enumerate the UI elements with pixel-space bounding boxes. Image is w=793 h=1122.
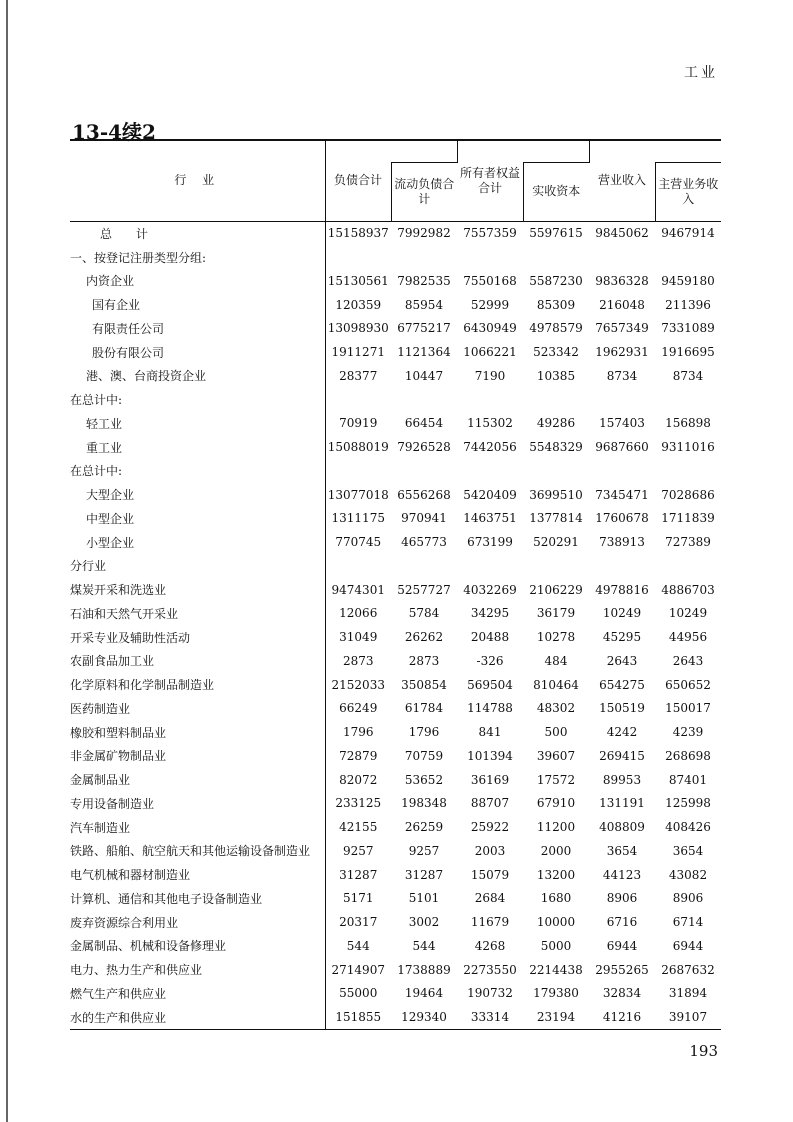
- row-label: 国有企业: [70, 293, 325, 317]
- cell-value: 31287: [404, 867, 444, 882]
- cell-value: 1680: [540, 891, 572, 906]
- row-label: 轻工业: [70, 412, 325, 436]
- cell-value: 70759: [404, 748, 444, 763]
- row-label: 橡胶和塑料制品业: [70, 720, 325, 744]
- cell-value: 45295: [602, 630, 642, 645]
- row-label: 计算机、通信和其他电子设备制造业: [70, 887, 325, 911]
- table-row: [70, 744, 721, 768]
- table-row: [70, 720, 721, 744]
- cell-value: 6556268: [397, 487, 451, 502]
- cell-value: [325, 459, 391, 483]
- table-row: [70, 982, 721, 1006]
- cell-value: 190732: [467, 986, 513, 1001]
- cell-value: 7442056: [463, 440, 517, 455]
- cell-value: 484: [544, 653, 568, 668]
- cell-value: [655, 554, 721, 578]
- cell-value: 1463751: [463, 511, 517, 526]
- cell-value: 10278: [536, 630, 576, 645]
- cell-value: 1121364: [397, 345, 451, 360]
- cell-value: 4239: [672, 725, 704, 740]
- cell-value: [391, 554, 457, 578]
- cell-value: 3654: [606, 843, 638, 858]
- row-label: 铁路、船舶、航空航天和其他运输设备制造业: [70, 839, 325, 863]
- row-label: 煤炭开采和洗选业: [70, 578, 325, 602]
- cell-value: 66454: [404, 416, 444, 431]
- cell-value: 5420409: [463, 487, 517, 502]
- cell-value: 2714907: [331, 962, 385, 977]
- cell-value: 569504: [467, 677, 513, 692]
- cell-value: 17572: [536, 772, 576, 787]
- cell-value: 89953: [602, 772, 642, 787]
- cell-value: 101394: [467, 748, 513, 763]
- table-row: [70, 792, 721, 816]
- table-row: [70, 958, 721, 982]
- table-row: [70, 863, 721, 887]
- cell-value: 179380: [533, 986, 579, 1001]
- cell-value: 9474301: [331, 582, 385, 597]
- table-row: [70, 459, 721, 483]
- cell-value: 66249: [339, 701, 378, 716]
- cell-value: 7028686: [661, 487, 715, 502]
- cell-value: 129340: [391, 1005, 457, 1029]
- cell-value: 7982535: [397, 273, 451, 288]
- header-spacer-3: [655, 140, 721, 162]
- cell-value: 10249: [668, 606, 708, 621]
- header-main-business-revenue: 主营业务收入: [655, 162, 721, 221]
- row-label: 电力、热力生产和供应业: [70, 958, 325, 982]
- cell-value: 13077018: [327, 487, 389, 502]
- cell-value: 131191: [599, 796, 645, 811]
- cell-value: 6716: [606, 915, 638, 930]
- cell-value: 4242: [606, 725, 638, 740]
- cell-value: 9459180: [661, 273, 715, 288]
- cell-value: 10000: [536, 915, 576, 930]
- cell-value: 12066: [339, 606, 378, 621]
- row-label: 汽车制造业: [70, 815, 325, 839]
- header-current-liabilities: 流动负债合计: [391, 162, 457, 221]
- cell-value: [391, 388, 457, 412]
- cell-value: 5171: [342, 891, 374, 906]
- row-label: 电气机械和器材制造业: [70, 863, 325, 887]
- cell-value: 31287: [339, 867, 378, 882]
- cell-value: 1796: [408, 725, 440, 740]
- cell-value: 9845062: [595, 226, 649, 241]
- table-row: [70, 554, 721, 578]
- table-row: [70, 768, 721, 792]
- cell-value: 36179: [536, 606, 576, 621]
- cell-value: 48302: [536, 701, 576, 716]
- table-row: [70, 388, 721, 412]
- row-label: 分行业: [70, 554, 325, 578]
- header-total-liabilities: 负债合计: [325, 140, 391, 221]
- cell-value: 23194: [523, 1005, 589, 1029]
- cell-value: [457, 388, 523, 412]
- cell-value: 2000: [540, 843, 572, 858]
- cell-value: 4268: [474, 938, 506, 953]
- cell-value: [457, 245, 523, 269]
- cell-value: 151855: [325, 1005, 391, 1029]
- cell-value: 6944: [606, 938, 638, 953]
- row-label: 总 计: [70, 221, 325, 245]
- cell-value: [523, 554, 589, 578]
- statistics-table: [70, 139, 721, 1030]
- table-row: [70, 602, 721, 626]
- row-label: 开采专业及辅助性活动: [70, 625, 325, 649]
- cell-value: 408426: [665, 820, 711, 835]
- cell-value: 10447: [404, 368, 444, 383]
- cell-value: 2003: [474, 843, 506, 858]
- cell-value: 216048: [599, 297, 645, 312]
- cell-value: 25922: [470, 820, 510, 835]
- cell-value: [589, 388, 655, 412]
- table-row: [70, 673, 721, 697]
- page-number: 193: [689, 1042, 718, 1060]
- cell-value: 770745: [335, 535, 382, 550]
- cell-value: 1760678: [595, 511, 649, 526]
- cell-value: 3699510: [529, 487, 583, 502]
- cell-value: 7550168: [463, 273, 517, 288]
- cell-value: 52999: [470, 297, 510, 312]
- cell-value: 9311016: [661, 440, 715, 455]
- table-row: [70, 245, 721, 269]
- cell-value: 8734: [606, 368, 638, 383]
- cell-value: 520291: [533, 535, 579, 550]
- cell-value: 19464: [404, 986, 444, 1001]
- cell-value: 654275: [599, 677, 645, 692]
- cell-value: 10385: [536, 368, 576, 383]
- cell-value: 6775217: [397, 321, 451, 336]
- cell-value: 5548329: [529, 440, 583, 455]
- cell-value: [589, 245, 655, 269]
- cell-value: 544: [346, 938, 370, 953]
- cell-value: 156898: [665, 416, 711, 431]
- row-label: 金属制品业: [70, 768, 325, 792]
- row-label: 专用设备制造业: [70, 792, 325, 816]
- cell-value: 738913: [599, 535, 645, 550]
- row-label: 一、按登记注册类型分组:: [70, 245, 325, 269]
- cell-value: 4978816: [595, 582, 649, 597]
- cell-value: 15079: [470, 867, 510, 882]
- cell-value: 673199: [467, 535, 513, 550]
- cell-value: [325, 388, 391, 412]
- table-row: [70, 269, 721, 293]
- table-row: [70, 507, 721, 531]
- header-spacer-2: [523, 140, 589, 162]
- cell-value: 15158937: [327, 226, 389, 241]
- cell-value: [655, 245, 721, 269]
- row-label: 小型企业: [70, 530, 325, 554]
- cell-value: 6944: [672, 938, 704, 953]
- cell-value: 9257: [408, 843, 440, 858]
- cell-value: 9467914: [661, 226, 715, 241]
- cell-value: 4032269: [463, 582, 517, 597]
- cell-value: 5587230: [529, 273, 583, 288]
- table-row: [70, 697, 721, 721]
- table-row: [70, 435, 721, 459]
- cell-value: 82072: [339, 772, 378, 787]
- cell-value: 465773: [401, 535, 447, 550]
- cell-value: 1962931: [595, 345, 649, 360]
- row-label: 股份有限公司: [70, 340, 325, 364]
- table-row: [70, 317, 721, 341]
- cell-value: 2873: [408, 653, 440, 668]
- cell-value: [523, 388, 589, 412]
- row-label: 内资企业: [70, 269, 325, 293]
- cell-value: 500: [544, 725, 568, 740]
- row-label: 在总计中:: [70, 459, 325, 483]
- row-label: 石油和天然气开采业: [70, 602, 325, 626]
- row-label: 农副食品加工业: [70, 649, 325, 673]
- cell-value: 72879: [339, 748, 378, 763]
- header-operating-revenue: 营业收入: [589, 140, 655, 221]
- table-row: [70, 340, 721, 364]
- cell-value: [457, 554, 523, 578]
- row-label: 有限责任公司: [70, 317, 325, 341]
- cell-value: 233125: [335, 796, 382, 811]
- cell-value: -326: [476, 653, 504, 668]
- cell-value: 32834: [602, 986, 642, 1001]
- cell-value: 544: [412, 938, 436, 953]
- cell-value: 11679: [470, 915, 510, 930]
- row-label: 燃气生产和供应业: [70, 982, 325, 1006]
- header-paid-in-capital: 实收资本: [523, 162, 589, 221]
- cell-value: 114788: [467, 701, 513, 716]
- cell-value: 13098930: [327, 321, 389, 336]
- cell-value: 39107: [655, 1005, 721, 1029]
- cell-value: 198348: [401, 796, 447, 811]
- cell-value: 10249: [602, 606, 642, 621]
- table-row: [70, 412, 721, 436]
- cell-value: 44123: [602, 867, 642, 882]
- header-spacer-1: [391, 140, 457, 162]
- cell-value: 7331089: [661, 321, 715, 336]
- cell-value: 70919: [339, 416, 378, 431]
- cell-value: 55000: [339, 986, 378, 1001]
- cell-value: [325, 554, 391, 578]
- cell-value: 88707: [470, 796, 510, 811]
- cell-value: 6430949: [463, 321, 517, 336]
- table-row: [70, 293, 721, 317]
- table-row: [70, 625, 721, 649]
- table-body: [70, 221, 721, 1030]
- cell-value: 1066221: [463, 345, 517, 360]
- cell-value: 41216: [589, 1005, 655, 1029]
- cell-value: 9836328: [595, 273, 649, 288]
- row-label: 港、澳、台商投资企业: [70, 364, 325, 388]
- cell-value: 7190: [474, 368, 506, 383]
- cell-value: 841: [478, 725, 502, 740]
- cell-value: 9687660: [595, 440, 649, 455]
- cell-value: 810464: [533, 677, 579, 692]
- cell-value: 5597615: [529, 226, 583, 241]
- cell-value: 157403: [599, 416, 645, 431]
- cell-value: 36169: [470, 772, 510, 787]
- cell-value: 6714: [672, 915, 704, 930]
- cell-value: 1796: [342, 725, 374, 740]
- cell-value: [457, 459, 523, 483]
- cell-value: 5101: [408, 891, 440, 906]
- cell-value: 970941: [401, 511, 447, 526]
- cell-value: 5257727: [397, 582, 451, 597]
- cell-value: 2643: [672, 653, 704, 668]
- cell-value: 1916695: [661, 345, 715, 360]
- cell-value: 49286: [536, 416, 576, 431]
- cell-value: 4886703: [661, 582, 715, 597]
- row-label: 废弃资源综合利用业: [70, 910, 325, 934]
- row-label: 中型企业: [70, 507, 325, 531]
- cell-value: 150017: [665, 701, 711, 716]
- cell-value: 1377814: [529, 511, 583, 526]
- cell-value: 5784: [408, 606, 440, 621]
- header-owners-equity: 所有者权益合计: [457, 140, 523, 221]
- table-row: [70, 578, 721, 602]
- header-industry: 行 业: [70, 140, 325, 221]
- cell-value: 7345471: [595, 487, 649, 502]
- cell-value: 5000: [540, 938, 572, 953]
- cell-value: [523, 245, 589, 269]
- cell-value: 9257: [342, 843, 374, 858]
- cell-value: 7557359: [463, 226, 517, 241]
- table-row: [70, 1005, 721, 1029]
- cell-value: [589, 459, 655, 483]
- cell-value: 34295: [470, 606, 510, 621]
- row-label: 医药制造业: [70, 697, 325, 721]
- cell-value: 2684: [474, 891, 506, 906]
- cell-value: 115302: [467, 416, 513, 431]
- cell-value: [655, 459, 721, 483]
- cell-value: 120359: [335, 297, 382, 312]
- cell-value: 650652: [665, 677, 711, 692]
- row-label: 金属制品、机械和设备修理业: [70, 934, 325, 958]
- cell-value: 1738889: [397, 962, 451, 977]
- cell-value: 2643: [606, 653, 638, 668]
- cell-value: [325, 245, 391, 269]
- cell-value: 11200: [536, 820, 576, 835]
- table-row: [70, 887, 721, 911]
- cell-value: 2214438: [529, 962, 583, 977]
- cell-value: 44956: [668, 630, 708, 645]
- cell-value: 53652: [404, 772, 444, 787]
- cell-value: 15088019: [327, 440, 389, 455]
- cell-value: 61784: [404, 701, 444, 716]
- cell-value: 87401: [668, 772, 708, 787]
- cell-value: 26259: [404, 820, 444, 835]
- row-label: 大型企业: [70, 483, 325, 507]
- cell-value: 268698: [665, 748, 711, 763]
- cell-value: 8906: [606, 891, 638, 906]
- cell-value: 33314: [457, 1005, 523, 1029]
- cell-value: 4978579: [529, 321, 583, 336]
- row-label: 化学原料和化学制品制造业: [70, 673, 325, 697]
- cell-value: 26262: [404, 630, 444, 645]
- cell-value: 42155: [339, 820, 378, 835]
- table-row: [70, 221, 721, 245]
- cell-value: 15130561: [327, 273, 389, 288]
- table-row: [70, 839, 721, 863]
- cell-value: [523, 459, 589, 483]
- table-row: [70, 815, 721, 839]
- cell-value: 211396: [665, 297, 711, 312]
- cell-value: 28377: [339, 368, 378, 383]
- cell-value: 2873: [342, 653, 374, 668]
- cell-value: 20317: [339, 915, 378, 930]
- cell-value: 85954: [404, 297, 444, 312]
- cell-value: 125998: [665, 796, 711, 811]
- cell-value: 31049: [339, 630, 378, 645]
- cell-value: 727389: [665, 535, 711, 550]
- cell-value: 1311175: [331, 511, 385, 526]
- cell-value: 2273550: [463, 962, 517, 977]
- table-row: [70, 364, 721, 388]
- page-edge-line: [6, 0, 8, 1122]
- cell-value: [655, 388, 721, 412]
- cell-value: 67910: [536, 796, 576, 811]
- cell-value: 8734: [672, 368, 704, 383]
- cell-value: 269415: [599, 748, 645, 763]
- cell-value: 150519: [599, 701, 645, 716]
- cell-value: [391, 245, 457, 269]
- cell-value: 43082: [668, 867, 708, 882]
- cell-value: 523342: [533, 345, 579, 360]
- cell-value: 7926528: [397, 440, 451, 455]
- cell-value: 3002: [408, 915, 440, 930]
- cell-value: 7657349: [595, 321, 649, 336]
- cell-value: 20488: [470, 630, 510, 645]
- cell-value: 39607: [536, 748, 576, 763]
- cell-value: 350854: [401, 677, 447, 692]
- cell-value: 3654: [672, 843, 704, 858]
- cell-value: [391, 459, 457, 483]
- cell-value: [589, 554, 655, 578]
- table-row: [70, 483, 721, 507]
- table-row: [70, 934, 721, 958]
- cell-value: 2687632: [661, 962, 715, 977]
- table-number: 13-4续2: [72, 120, 156, 144]
- cell-value: 408809: [599, 820, 645, 835]
- cell-value: 85309: [536, 297, 576, 312]
- row-label: 非金属矿物制品业: [70, 744, 325, 768]
- table-row: [70, 530, 721, 554]
- table-row: [70, 649, 721, 673]
- row-label: 在总计中:: [70, 388, 325, 412]
- cell-value: 7992982: [397, 226, 451, 241]
- cell-value: 31894: [668, 986, 708, 1001]
- row-label: 重工业: [70, 435, 325, 459]
- cell-value: 2106229: [529, 582, 583, 597]
- table-row: [70, 910, 721, 934]
- cell-value: 1711839: [661, 511, 715, 526]
- cell-value: 2955265: [595, 962, 649, 977]
- row-label: 水的生产和供应业: [70, 1005, 325, 1029]
- cell-value: 13200: [536, 867, 576, 882]
- cell-value: 1911271: [331, 345, 385, 360]
- cell-value: 8906: [672, 891, 704, 906]
- section-label: 工业: [684, 65, 718, 81]
- cell-value: 2152033: [331, 677, 385, 692]
